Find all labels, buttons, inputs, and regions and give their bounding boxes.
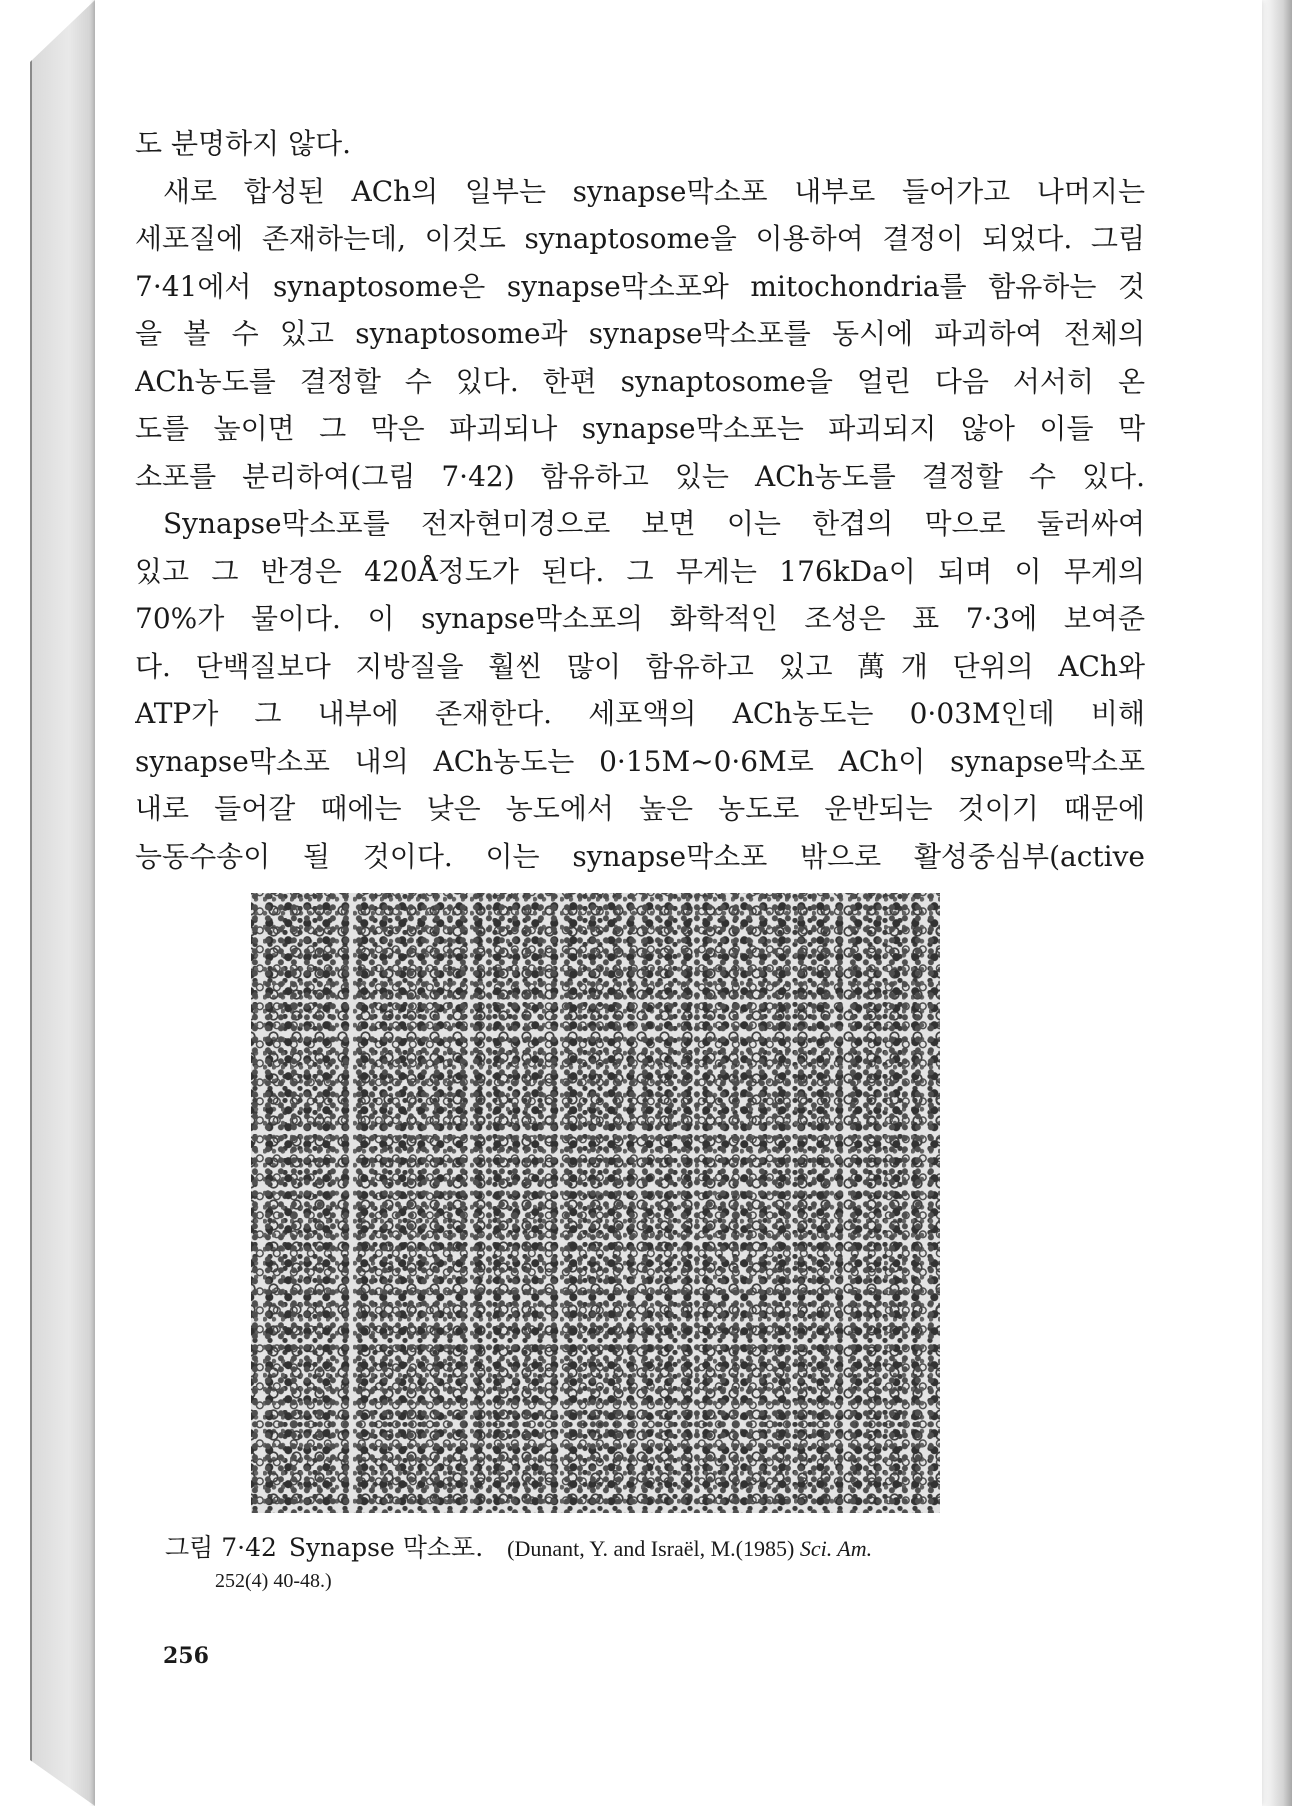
caption-label: 그림 7·42 xyxy=(165,1533,277,1562)
text-line: 능동수송이 될 것이다. 이는 synapse막소포 밖으로 활성중심부(active xyxy=(135,839,1145,873)
text-line: 세포질에 존재하는데, 이것도 synaptosome을 이용하여 결정이 되었다. 그림 xyxy=(135,222,1145,255)
page-number: 256 xyxy=(163,1643,209,1669)
text-line: 내로 들어갈 때에는 낮은 농도에서 높은 농도로 운반되는 것이기 때문에 xyxy=(135,792,1145,825)
micrograph-figure xyxy=(251,893,940,1513)
text-line: 7·41에서 synaptosome은 synapse막소포와 mitochondria를 함유하는 것 xyxy=(135,269,1145,303)
book-spine-edge xyxy=(30,0,95,1806)
text-line: 도 분명하지 않다. xyxy=(135,127,352,160)
caption-reference-authors: (Dunant, Y. and Israël, M.(1985) xyxy=(507,1536,800,1561)
text-line: ACh농도를 결정할 수 있다. 한편 synaptosome을 얼린 다음 서서히 온 xyxy=(135,364,1145,398)
text-line: 70%가 물이다. 이 synapse막소포의 화학적인 조성은 표 7·3에 보여준 xyxy=(135,602,1145,635)
text-line: 도를 높이면 그 막은 파괴되나 synapse막소포는 파괴되지 않아 이들 막 xyxy=(135,412,1145,445)
caption-title: Synapse 막소포. xyxy=(288,1533,484,1562)
text-line: Synapse막소포를 전자현미경으로 보면 이는 한겹의 막으로 둘러싸여 xyxy=(163,507,1145,540)
caption-reference xyxy=(507,1536,872,1561)
figure-caption xyxy=(165,1532,1125,1597)
text-line: 을 볼 수 있고 synaptosome과 synapse막소포를 동시에 파괴하여 전체의 xyxy=(135,317,1145,350)
book-page-edge xyxy=(1262,0,1292,1806)
text-line: 다. 단백질보다 지방질을 훨씬 많이 함유하고 있고 萬개 단위의 ACh와 xyxy=(135,649,1145,683)
text-line: 새로 합성된 ACh의 일부는 synapse막소포 내부로 들어가고 나머지는 xyxy=(163,174,1145,208)
text-line: ATP가 그 내부에 존재한다. 세포액의 ACh농도는 0·03M인데 비해 xyxy=(135,697,1145,730)
caption-reference-volume: 252(4) 40-48.) xyxy=(215,1570,332,1592)
text-line: synapse막소포 내의 ACh농도는 0·15M~0·6M로 ACh이 synapse막소포 xyxy=(135,744,1145,778)
text-line: 소포를 분리하여(그림 7·42) 함유하고 있는 ACh농도를 결정할 수 있다. xyxy=(135,459,1145,493)
text-line: 있고 그 반경은 420Å정도가 된다. 그 무게는 176kDa이 되며 이 무게의 xyxy=(135,554,1145,588)
caption-reference-journal: Sci. Am. xyxy=(799,1536,873,1561)
body-text xyxy=(135,120,1145,880)
